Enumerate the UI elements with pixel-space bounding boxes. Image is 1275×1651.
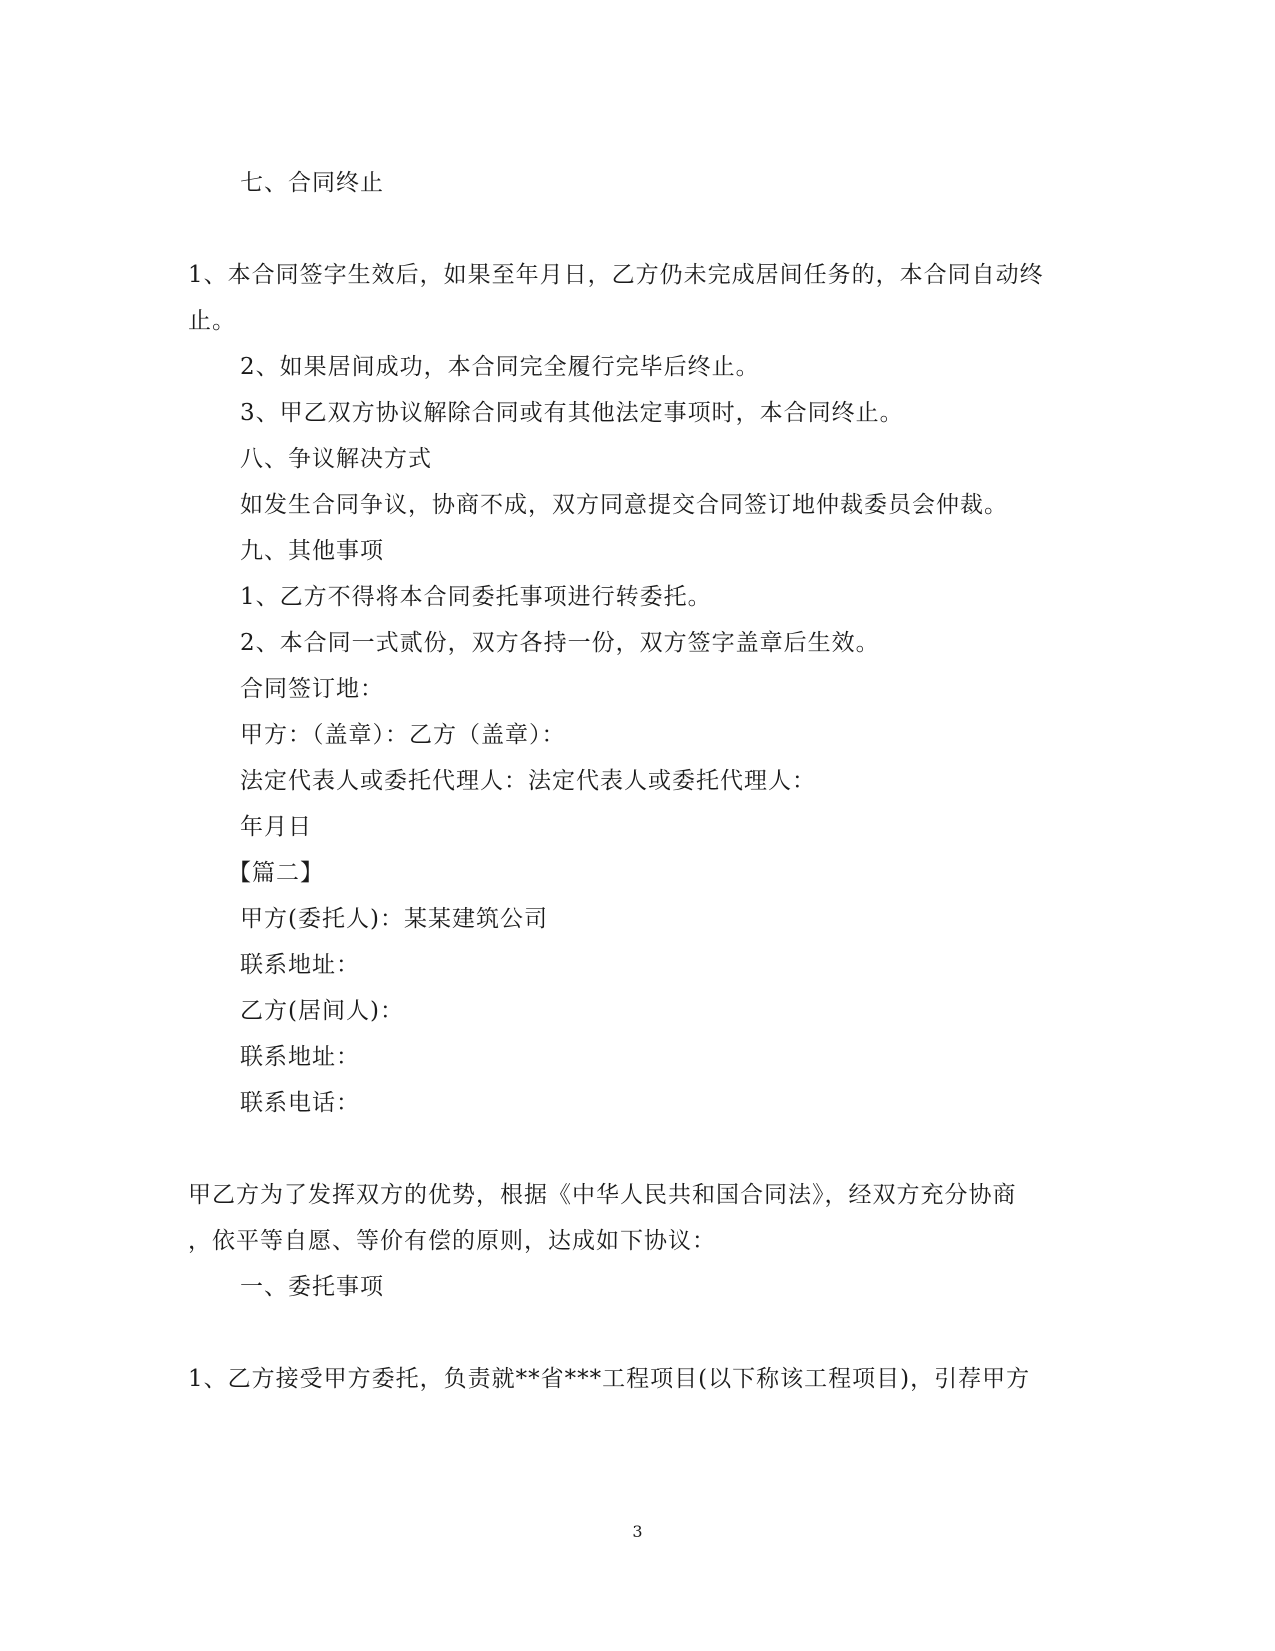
paragraph-line: 2、本合同一式贰份，双方各持一份，双方签字盖章后生效。 xyxy=(240,630,880,656)
part-two-heading: 【篇二】 xyxy=(228,860,324,886)
paragraph-line: 1、本合同签字生效后，如果至年月日，乙方仍未完成居间任务的，本合同自动终 xyxy=(188,262,1044,288)
page-number: 3 xyxy=(632,1522,643,1541)
party-seal-line: 甲方：（盖章）：乙方（盖章）： xyxy=(240,722,566,748)
date-line: 年月日 xyxy=(240,814,312,840)
paragraph-line: ，依平等自愿、等价有偿的原则，达成如下协议： xyxy=(188,1228,716,1254)
section-heading-dispute: 八、争议解决方式 xyxy=(240,446,432,472)
paragraph-line: 1、乙方不得将本合同委托事项进行转委托。 xyxy=(240,584,712,610)
paragraph-line: 2、如果居间成功，本合同完全履行完毕后终止。 xyxy=(240,354,760,380)
paragraph-line: 止。 xyxy=(188,308,236,334)
phone-label: 联系电话： xyxy=(240,1090,360,1116)
party-a-line: 甲方(委托人)：某某建筑公司 xyxy=(240,906,548,932)
paragraph-line: 3、甲乙双方协议解除合同或有其他法定事项时，本合同终止。 xyxy=(240,400,904,426)
representative-line: 法定代表人或委托代理人：法定代表人或委托代理人： xyxy=(240,768,816,794)
address-label: 联系地址： xyxy=(240,1044,360,1070)
address-label: 联系地址： xyxy=(240,952,360,978)
signing-place-label: 合同签订地： xyxy=(240,676,384,702)
paragraph-line: 甲乙方为了发挥双方的优势，根据《中华人民共和国合同法》，经双方充分协商 xyxy=(188,1182,1017,1208)
paragraph-line: 1、乙方接受甲方委托，负责就**省***工程项目(以下称该工程项目)，引荐甲方 xyxy=(188,1366,1031,1392)
party-b-line: 乙方(居间人)： xyxy=(240,998,404,1024)
section-heading-commission: 一、委托事项 xyxy=(240,1274,384,1300)
paragraph-line: 如发生合同争议，协商不成，双方同意提交合同签订地仲裁委员会仲裁。 xyxy=(240,492,1008,518)
section-heading-other: 九、其他事项 xyxy=(240,538,384,564)
section-heading-termination: 七、合同终止 xyxy=(240,170,384,196)
